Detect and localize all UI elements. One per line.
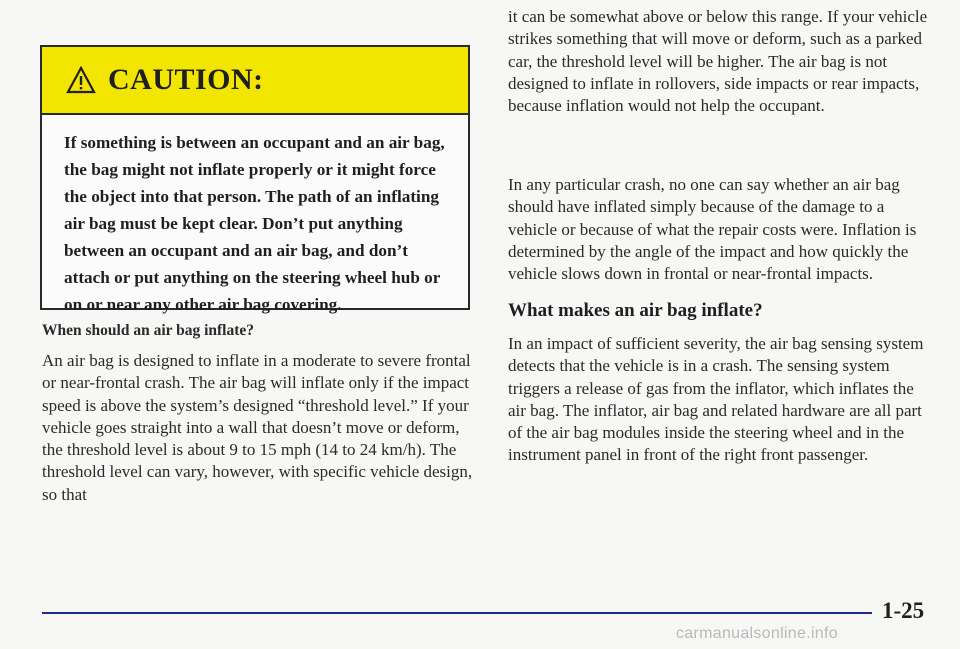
warning-triangle-icon xyxy=(66,66,96,94)
caution-title: CAUTION: xyxy=(108,63,264,96)
section-heading-when: When should an air bag inflate? xyxy=(42,322,255,339)
caution-header xyxy=(42,47,468,115)
section-heading-what: What makes an air bag inflate? xyxy=(508,300,763,321)
paragraph-sensing: In an impact of sufficient severity, the air bag sensing system detects that the vehicle is in a crash. The sensing system triggers a release of gas from the inflator, which inflates the air bag. The inflator, air bag and related hardware are all part of the air bag modules inside the steering wheel and in the instrument panel in front of the right front passenger. xyxy=(508,334,924,465)
watermark: carmanualsonline.info xyxy=(676,625,838,642)
caution-body: If something is between an occupant and an air bag, the bag might not inflate properly or it might force the object into that person. The path of an inflating air bag must be kept clear. Don’t put anything between an occupant and an air bag, and don’t attach or put anything on the steering wheel hub or on or near any other air bag covering. xyxy=(64,133,445,314)
paragraph-crash: In any particular crash, no one can say whether an air bag should have inflated simply because of the damage to a vehicle or because of what the repair costs were. Inflation is determined by the angle of the impact and how quickly the vehicle slows down in frontal or near-frontal impacts. xyxy=(508,175,917,284)
caution-box xyxy=(40,45,470,314)
page-number: 1-25 xyxy=(882,598,925,623)
paragraph-range: it can be somewhat above or below this range. If your vehicle strikes something that will move or deform, such as a parked car, the threshold level will be higher. The air bag is not designed to inflate in rollovers, side impacts or rear impacts, because inflation would not help the occupant. xyxy=(508,7,928,116)
paragraph-when: An air bag is designed to inflate in a moderate to severe frontal or near-frontal crash. The air bag will inflate only if the impact speed is above the system’s designed “threshold level.” If your vehicle goes straight into a wall that doesn’t move or deform, the threshold level is about 9 to 15 mph (14 to 24 km/h). The threshold level can vary, however, with specific vehicle design, so that xyxy=(42,351,473,504)
footer-rule xyxy=(42,612,872,614)
